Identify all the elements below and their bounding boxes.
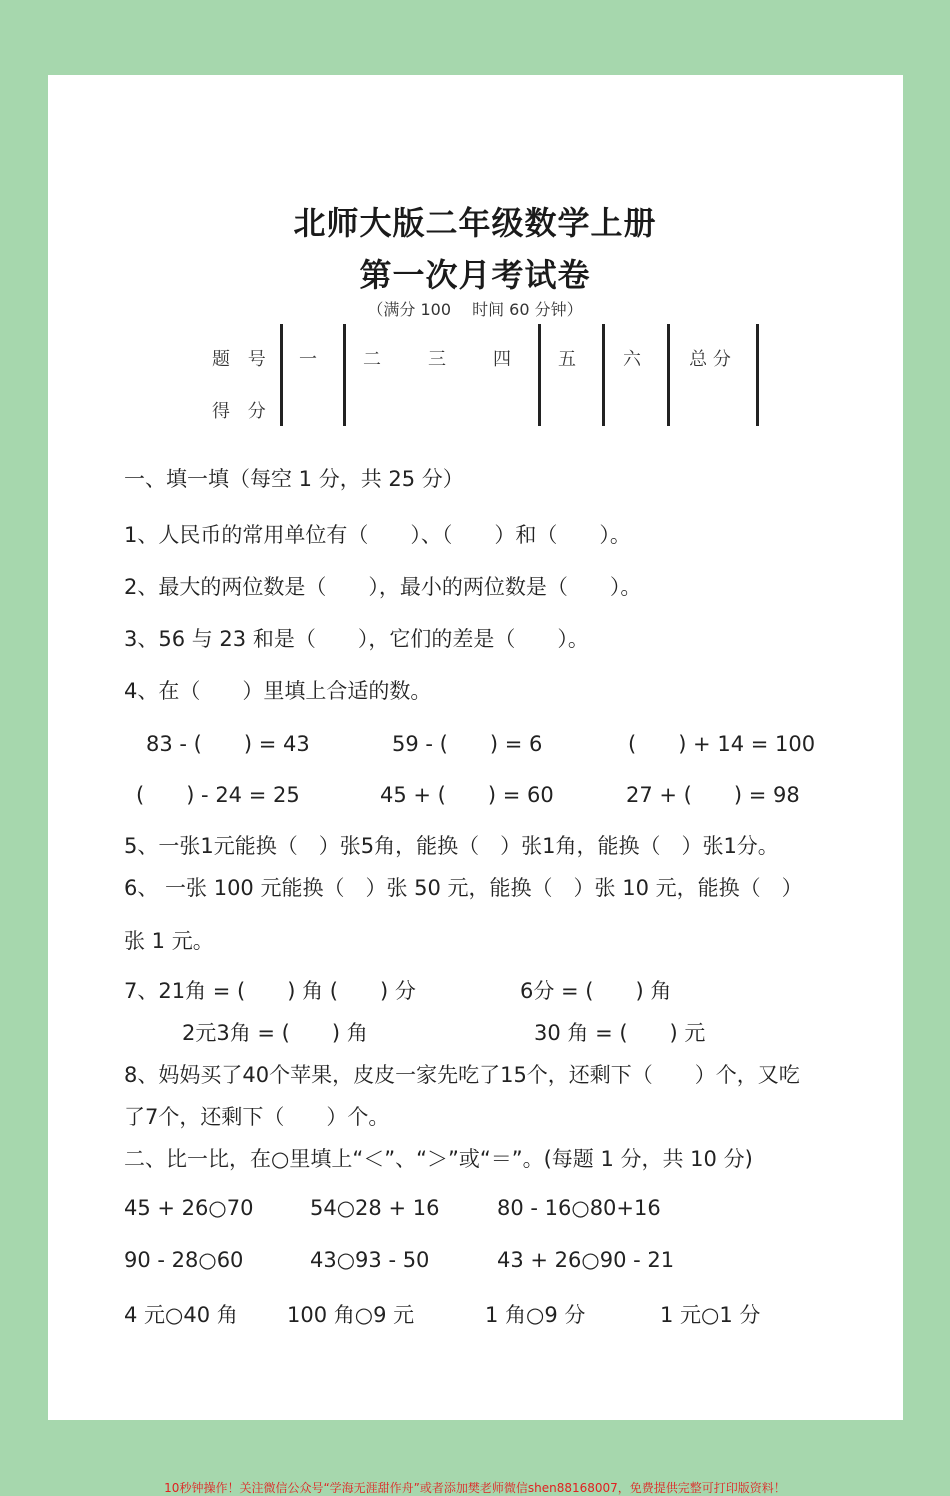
table-divider: [602, 324, 605, 426]
question-1: 1、人民币的常用单位有（ ）、（ ）和（ ）。: [124, 523, 631, 547]
q4-item: ( ) - 24 = 25: [136, 783, 300, 807]
table-divider: [280, 324, 283, 426]
q4-item: 59 - ( ) = 6: [392, 732, 543, 756]
compare-item: 80 - 16○80+16: [497, 1196, 661, 1220]
compare-item: 54○28 + 16: [310, 1196, 440, 1220]
question-8-line1: 8、妈妈买了40个苹果，皮皮一家先吃了15个，还剩下（ ）个，又吃: [124, 1063, 800, 1087]
q7-item: 6分 = ( ) 角: [520, 979, 672, 1003]
question-2: 2、最大的两位数是（ ），最小的两位数是（ ）。: [124, 575, 642, 599]
q7-item: 7、21角 = ( ) 角 ( ) 分: [124, 979, 416, 1003]
q4-item: 27 + ( ) = 98: [626, 783, 800, 807]
question-4: 4、在（ ）里填上合适的数。: [124, 679, 432, 703]
question-5: 5、一张1元能换（ ）张5角，能换（ ）张1角，能换（ ）张1分。: [124, 834, 779, 858]
score-col-1: 一: [299, 349, 317, 370]
compare-item: 100 角○9 元: [287, 1303, 415, 1327]
section1-heading: 一、填一填（每空 1 分，共 25 分）: [124, 467, 464, 491]
compare-item: 43 + 26○90 - 21: [497, 1248, 675, 1272]
score-col-total: 总 分: [689, 349, 731, 370]
q7-item: 30 角 = ( ) 元: [534, 1021, 706, 1045]
footer-promo-text: 10秒钟操作！关注微信公众号“学海无涯甜作舟”或者添加樊老师微信shen88168007，免费提供完整可打印版资料！: [164, 1481, 786, 1495]
q7-item: 2元3角 = ( ) 角: [182, 1021, 368, 1045]
question-6-line2: 张 1 元。: [124, 929, 214, 953]
question-8-line2: 了7个，还剩下（ ）个。: [124, 1105, 390, 1129]
table-divider: [756, 324, 759, 426]
compare-item: 1 元○1 分: [660, 1303, 761, 1327]
table-divider: [538, 324, 541, 426]
score-col-6: 六: [623, 349, 641, 370]
exam-title-line1: 北师大版二年级数学上册: [293, 204, 657, 242]
score-row-label-number: 题 号: [212, 349, 272, 370]
score-row-label-score: 得 分: [212, 401, 272, 422]
section2-heading: 二、比一比，在○里填上“＜”、“＞”或“＝”。(每题 1 分，共 10 分): [124, 1147, 753, 1171]
exam-subtitle: （满分 100 时间 60 分钟）: [367, 300, 583, 319]
compare-item: 43○93 - 50: [310, 1248, 430, 1272]
q4-item: 83 - ( ) = 43: [146, 732, 310, 756]
compare-item: 90 - 28○60: [124, 1248, 244, 1272]
question-6-line1: 6、 一张 100 元能换（ ）张 50 元，能换（ ）张 10 元，能换（ ）: [124, 876, 803, 900]
exam-title-line2: 第一次月考试卷: [359, 256, 591, 294]
q4-item: 45 + ( ) = 60: [380, 783, 554, 807]
table-divider: [667, 324, 670, 426]
score-col-4: 四: [493, 349, 511, 370]
question-3: 3、56 与 23 和是（ ），它们的差是（ ）。: [124, 627, 589, 651]
score-col-5: 五: [558, 349, 576, 370]
table-divider: [343, 324, 346, 426]
score-col-3: 三: [428, 349, 446, 370]
compare-item: 1 角○9 分: [485, 1303, 586, 1327]
compare-item: 4 元○40 角: [124, 1303, 238, 1327]
score-col-2: 二: [363, 349, 381, 370]
q4-item: ( ) + 14 = 100: [628, 732, 816, 756]
compare-item: 45 + 26○70: [124, 1196, 254, 1220]
